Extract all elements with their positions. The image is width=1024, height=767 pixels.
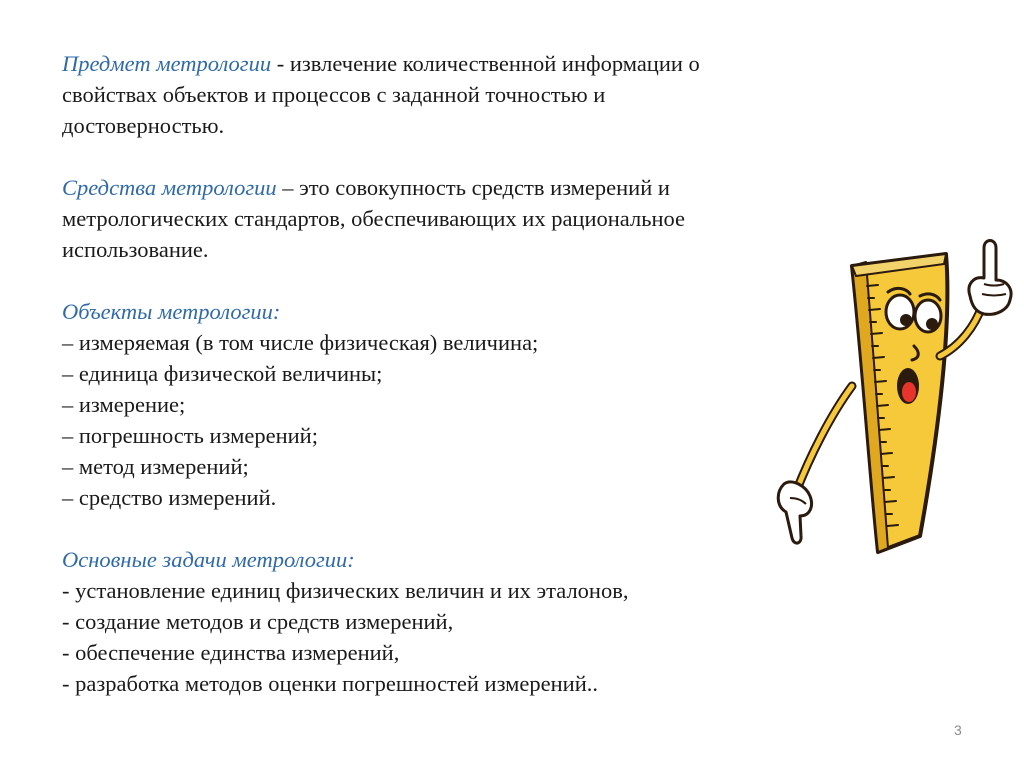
term-means: Средства метрологии xyxy=(62,175,277,200)
section-heading-line xyxy=(62,544,882,575)
term-tasks: Основные задачи метрологии: xyxy=(62,547,355,572)
section-heading-line xyxy=(62,296,882,327)
term-subject: Предмет метрологии xyxy=(62,51,272,76)
paragraph-gap xyxy=(62,513,882,544)
list-item: - создание методов и средств измерений, xyxy=(62,609,454,634)
definition-text: метрологических стандартов, обеспечивающих их рациональное xyxy=(62,206,686,231)
list-item: – измерение; xyxy=(62,392,186,417)
definition-text: свойствах объектов и процессов с заданной точностью и xyxy=(62,82,606,107)
section-tasks xyxy=(62,544,882,699)
list-item: – погрешность измерений; xyxy=(62,423,318,448)
definition-text: - извлечение количественной информации о xyxy=(271,51,700,76)
section-line xyxy=(62,172,882,203)
list-item: - разработка методов оценки погрешностей измерений.. xyxy=(62,671,598,696)
definition-text: достоверностью. xyxy=(62,113,225,138)
page-number: 3 xyxy=(954,722,962,738)
section-subject xyxy=(62,48,882,141)
definition-text: использование. xyxy=(62,237,209,262)
paragraph-gap xyxy=(62,265,882,296)
section-means xyxy=(62,172,882,265)
list-item: – измеряемая (в том числе физическая) величина; xyxy=(62,330,539,355)
list-item: - обеспечение единства измерений, xyxy=(62,640,400,665)
section-line xyxy=(62,48,882,79)
definition-text: – это совокупность средств измерений и xyxy=(276,175,670,200)
section-objects xyxy=(62,296,882,513)
list-item: – средство измерений. xyxy=(62,485,277,510)
slide-text-body xyxy=(62,48,882,699)
cartoon-ruler-pointing-icon xyxy=(770,236,1020,566)
term-objects: Объекты метрологии: xyxy=(62,299,281,324)
list-item: – единица физической величины; xyxy=(62,361,383,386)
list-item: - установление единиц физических величин и их эталонов, xyxy=(62,578,629,603)
paragraph-gap xyxy=(62,141,882,172)
list-item: – метод измерений; xyxy=(62,454,249,479)
